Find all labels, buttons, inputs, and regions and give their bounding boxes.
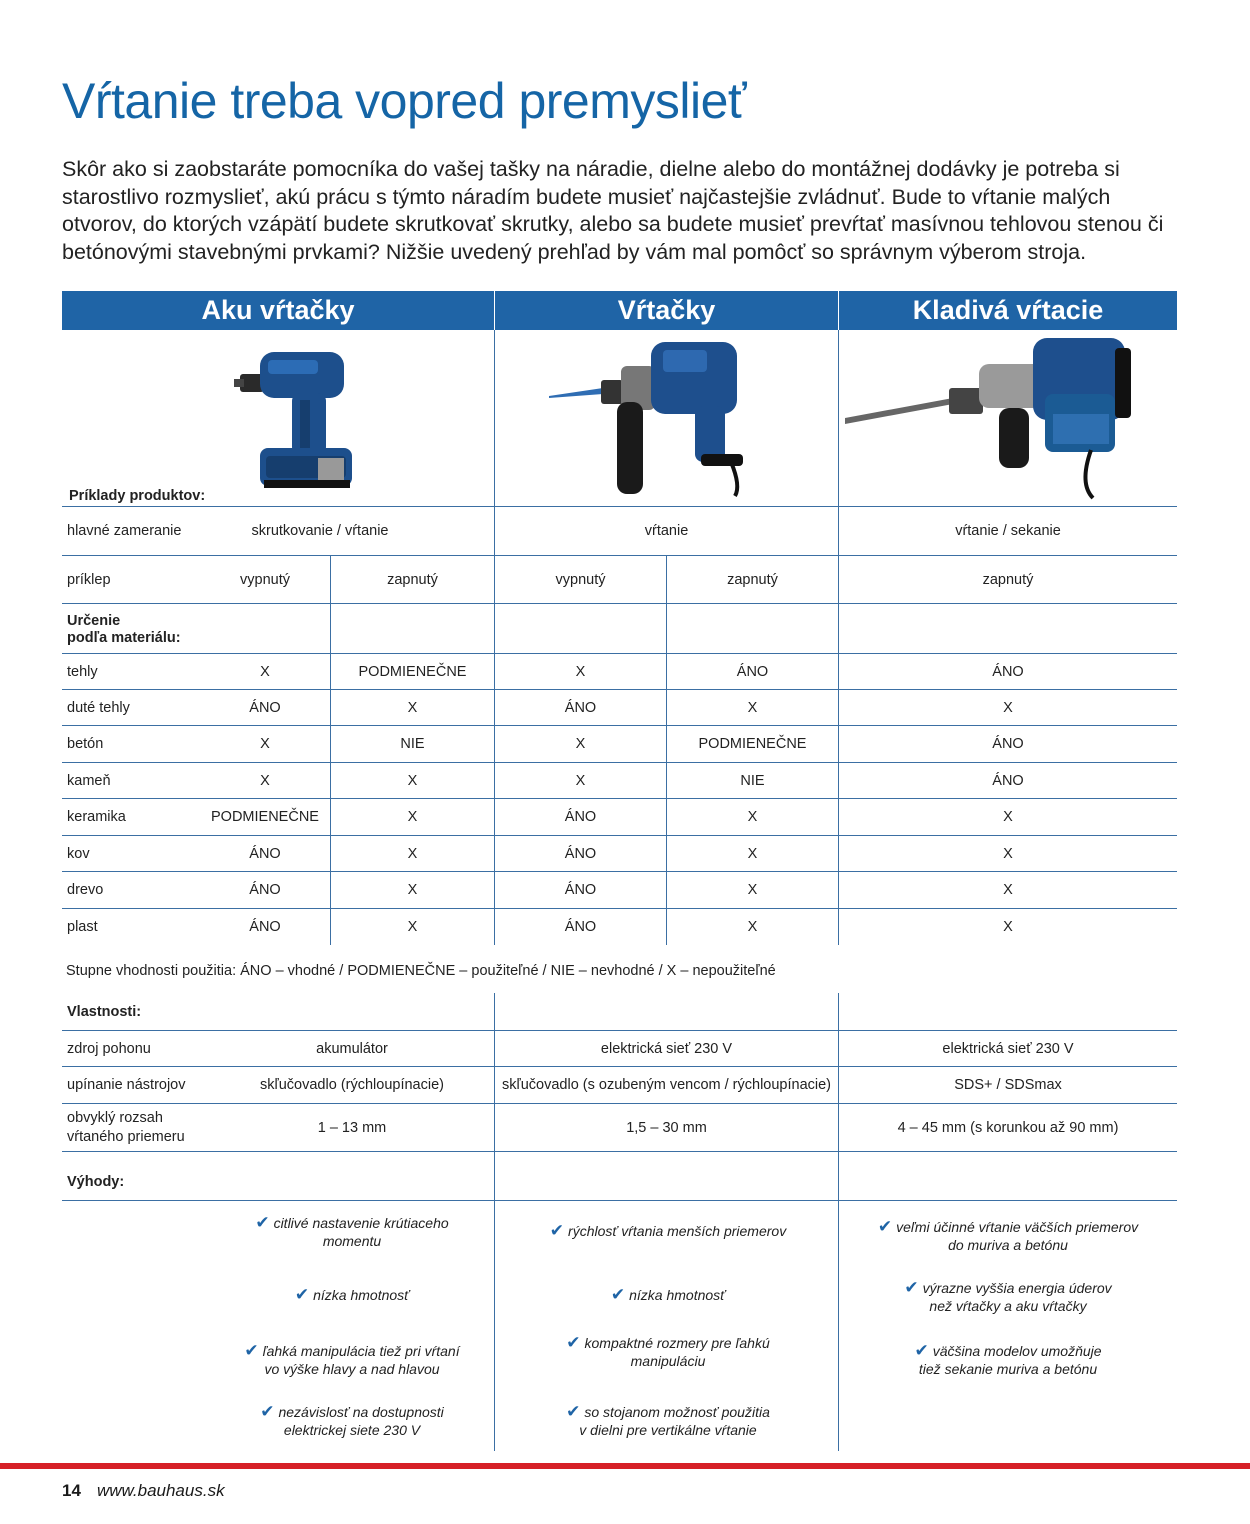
material-rating: X: [1003, 846, 1013, 862]
material-heading: Určenie: [67, 613, 121, 629]
material-name: kameň: [67, 773, 111, 789]
range-label: vŕtaného priemeru: [67, 1129, 185, 1145]
focus-label: hlavné zameranie: [67, 523, 182, 539]
advantage-item: [508, 1222, 828, 1240]
material-rating: ÁNO: [249, 846, 281, 862]
corded-drill-image: [545, 336, 755, 500]
checkmark-icon: ✔: [255, 1213, 270, 1232]
advantage-text: v dielni pre vertikálne vŕtanie: [579, 1422, 757, 1438]
advantage-text: citlivé nastavenie krútiaceho: [273, 1215, 449, 1231]
row-divider: [62, 603, 1177, 604]
hammer-value: zapnutý: [982, 571, 1034, 588]
header-cordless-drills: Aku vŕtačky: [62, 291, 494, 330]
material-rating: ÁNO: [249, 919, 281, 935]
checkmark-icon: ✔: [294, 1285, 310, 1304]
advantage-text: kompaktné rozmery pre ľahkú: [584, 1335, 770, 1351]
material-rating: X: [747, 919, 758, 935]
material-rating: PODMIENEČNE: [358, 664, 467, 680]
advantage-text: tiež sekanie muriva a betónu: [918, 1361, 1098, 1377]
page-number: 14: [62, 1481, 81, 1500]
focus-value: vŕtanie: [644, 523, 689, 539]
advantage-item: [848, 1218, 1168, 1254]
page-title: Vŕtanie treba vopred premyslieť: [62, 73, 747, 129]
material-name: duté tehly: [67, 700, 130, 716]
header-divider: [494, 291, 495, 330]
advantage-text: do muriva a betónu: [948, 1237, 1068, 1253]
material-rating: ÁNO: [564, 882, 597, 898]
header-hammer-drills: Kladivá vŕtacie: [839, 291, 1177, 330]
checkmark-icon: ✔: [877, 1217, 893, 1236]
material-rating: ÁNO: [564, 809, 597, 825]
hammer-value: zapnutý: [727, 571, 778, 588]
advantage-text: ľahká manipulácia tiež pri vŕtaní: [262, 1343, 460, 1359]
material-rating: X: [1003, 809, 1013, 825]
properties-label: Vlastnosti:: [67, 1004, 142, 1020]
material-rating: ÁNO: [564, 700, 597, 716]
checkmark-icon: ✔: [904, 1278, 919, 1297]
material-name: kov: [67, 846, 90, 862]
range-label: obvyklý rozsah: [67, 1110, 163, 1126]
row-divider: [62, 1200, 1177, 1201]
advantage-item: [192, 1403, 512, 1439]
advantage-item: [848, 1279, 1168, 1315]
material-rating: ÁNO: [992, 773, 1024, 789]
material-rating: ÁNO: [564, 846, 597, 862]
checkmark-icon: ✔: [244, 1341, 259, 1360]
material-rating: ÁNO: [992, 664, 1024, 680]
advantage-item: [192, 1342, 512, 1378]
power-value: elektrická sieť 230 V: [942, 1040, 1074, 1057]
material-rating: X: [1003, 700, 1013, 716]
material-rating: X: [747, 882, 758, 898]
material-rating: ÁNO: [249, 882, 281, 898]
advantages-label: Výhody:: [67, 1174, 125, 1190]
material-name: betón: [67, 736, 104, 752]
website-link[interactable]: www.bauhaus.sk: [97, 1481, 225, 1500]
material-heading: podľa materiálu:: [67, 630, 181, 646]
advantage-item: [508, 1403, 828, 1439]
material-rating: X: [260, 736, 270, 752]
advantage-text: rýchlosť vŕtania menších priemerov: [568, 1223, 787, 1239]
row-divider: [62, 1151, 1177, 1152]
advantage-text: elektrickej siete 230 V: [283, 1422, 421, 1438]
material-rating: ÁNO: [736, 664, 769, 680]
chuck-value: skľučovadlo (rýchloupínacie): [260, 1077, 444, 1093]
range-value: 1,5 – 30 mm: [626, 1119, 707, 1136]
material-name: keramika: [67, 809, 126, 825]
checkmark-icon: ✔: [549, 1221, 565, 1240]
material-rating: X: [407, 882, 418, 898]
material-rating: X: [575, 664, 586, 680]
advantage-text: momentu: [322, 1233, 382, 1249]
material-rating: NIE: [740, 773, 765, 789]
focus-value: skrutkovanie / vŕtanie: [251, 523, 389, 539]
header-drills: Vŕtačky: [495, 291, 838, 330]
material-rating: X: [260, 773, 270, 789]
header-divider: [838, 291, 839, 330]
advantage-text: než vŕtačky a aku vŕtačky: [929, 1298, 1087, 1314]
advantage-text: veľmi účinné vŕtanie väčších priemerov: [896, 1219, 1139, 1235]
material-rating: NIE: [400, 736, 425, 752]
material-rating: X: [1003, 919, 1013, 935]
material-rating: ÁNO: [564, 919, 597, 935]
material-rating: X: [407, 809, 418, 825]
chuck-value: SDS+ / SDSmax: [954, 1077, 1062, 1093]
material-rating: X: [407, 700, 418, 716]
advantage-item: [192, 1214, 512, 1250]
material-rating: X: [407, 919, 418, 935]
material-rating: X: [747, 700, 758, 716]
material-rating: X: [260, 664, 270, 680]
range-value: 1 – 13 mm: [317, 1119, 387, 1136]
material-rating: ÁNO: [992, 736, 1024, 752]
material-name: tehly: [67, 664, 98, 680]
hammer-value: vypnutý: [240, 571, 290, 588]
power-value: elektrická sieť 230 V: [600, 1040, 733, 1057]
hammer-value: vypnutý: [555, 571, 606, 588]
material-rating: X: [575, 773, 586, 789]
power-value: akumulátor: [316, 1040, 388, 1057]
suitability-legend: Stupne vhodnosti použitia: ÁNO – vhodné / PODMIENEČNE – použiteľné / NIE – nevhodné / X – nepoužiteľné: [66, 963, 776, 979]
hammer-label: príklep: [67, 571, 111, 588]
checkmark-icon: ✔: [260, 1402, 275, 1421]
chuck-label: upínanie nástrojov: [67, 1077, 186, 1093]
cordless-drill-image: [230, 338, 360, 498]
material-rating: X: [747, 846, 758, 862]
advantage-text: vo výške hlavy a nad hlavou: [264, 1361, 440, 1377]
advantage-text: nezávislosť na dostupnosti: [278, 1404, 444, 1420]
material-rating: X: [407, 773, 418, 789]
advantage-text: nízka hmotnosť: [313, 1287, 410, 1303]
material-rating: X: [1003, 882, 1013, 898]
material-rating: PODMIENEČNE: [211, 809, 319, 825]
advantage-item: [848, 1342, 1168, 1378]
material-rating: PODMIENEČNE: [698, 736, 807, 752]
material-name: drevo: [67, 882, 104, 898]
advantage-text: manipuláciu: [630, 1353, 706, 1369]
advantage-text: so stojanom možnosť použitia: [584, 1404, 770, 1420]
products-label: Príklady produktov:: [69, 488, 206, 504]
advantage-text: väčšina modelov umožňuje: [932, 1343, 1102, 1359]
checkmark-icon: ✔: [566, 1402, 581, 1421]
power-label: zdroj pohonu: [67, 1040, 151, 1057]
focus-value: vŕtanie / sekanie: [955, 523, 1061, 539]
material-rating: ÁNO: [249, 700, 281, 716]
advantage-text: nízka hmotnosť: [629, 1287, 726, 1303]
intro-paragraph: Skôr ako si zaobstaráte pomocníka do vašej tašky na náradie, dielne alebo do montážnej dodávky je potreba si starostlivo rozmyslieť, akú prácu s týmto náradím budete musieť najčastejšie zvládnuť. Bude to vŕtanie malých otvorov, do ktorých vzápätí budete skrutkovať skrutky, alebo sa budete musieť prevŕtať masívnou tehlovou stenou či betónovými stavebnými prvkami? Nižšie uvedený prehľad by vám mal pomôcť so správnym výberom stroja.: [62, 157, 1164, 264]
advantage-text: výrazne vyššia energia úderov: [922, 1280, 1112, 1296]
checkmark-icon: ✔: [566, 1333, 581, 1352]
material-rating: X: [407, 846, 418, 862]
chuck-value: skľučovadlo (s ozubeným vencom / rýchloupínacie): [501, 1077, 832, 1093]
advantage-item: [192, 1286, 512, 1304]
hammer-drill-image: [843, 334, 1133, 500]
checkmark-icon: ✔: [914, 1341, 929, 1360]
material-name: plast: [67, 919, 98, 935]
advantage-item: [508, 1334, 828, 1370]
footer-bar: [0, 1463, 1250, 1469]
advantage-item: [508, 1286, 828, 1304]
material-rating: X: [575, 736, 586, 752]
range-value: 4 – 45 mm (s korunkou až 90 mm): [897, 1119, 1119, 1136]
checkmark-icon: ✔: [610, 1285, 626, 1304]
hammer-value: zapnutý: [387, 571, 438, 588]
material-rating: X: [747, 809, 758, 825]
